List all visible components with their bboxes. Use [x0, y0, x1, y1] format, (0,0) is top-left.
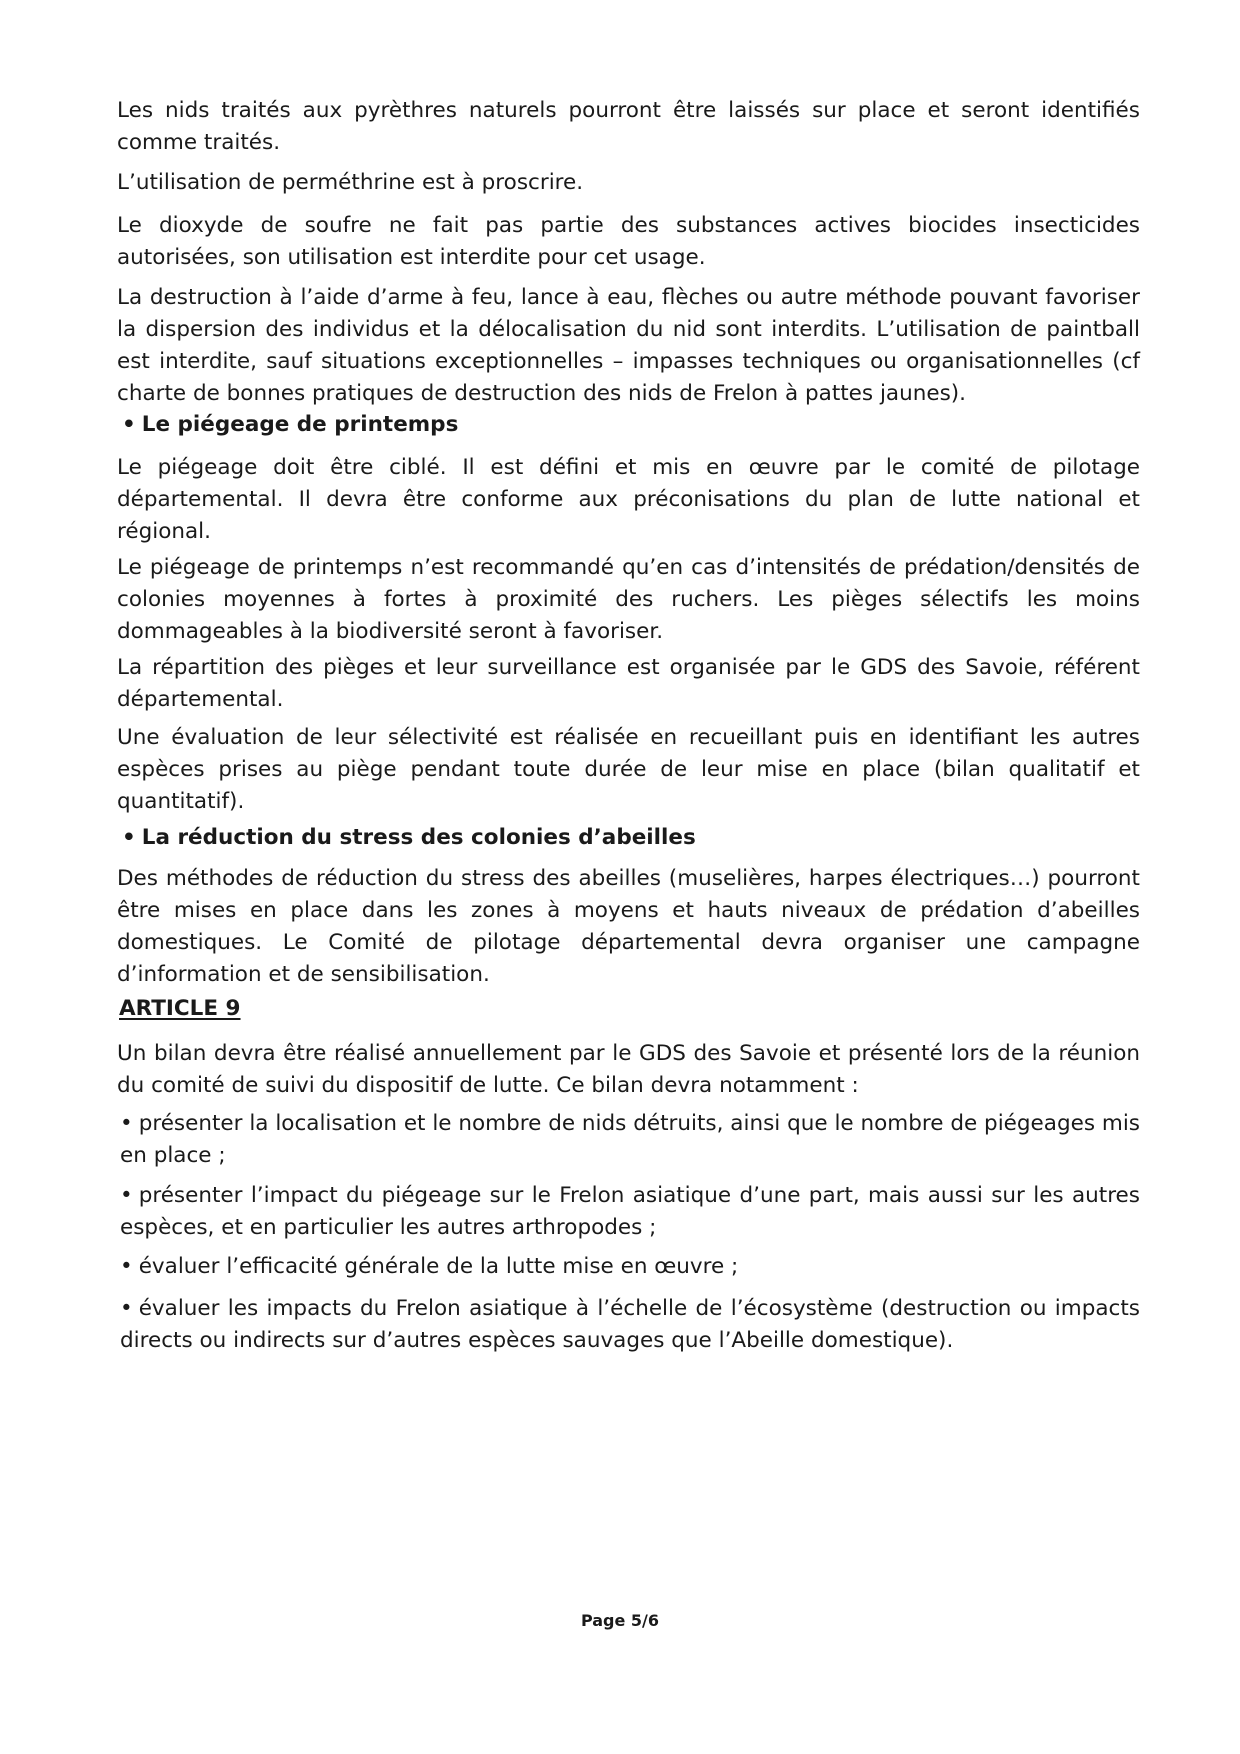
bullet-icon: •	[120, 1111, 133, 1136]
heading-spring-trapping-text: Le piégeage de printemps	[141, 412, 459, 437]
paragraph-destruction-methods: La destruction à l’aide d’arme à feu, lance à eau, flèches ou autre méthode pouvant favoriser la dispersion des individus et la délocalisation du nid sont interdits. L’utilisation de paintball est interdite, sauf situations exceptionnelles – impasses techniques ou organisationnelles (cf charte de bonnes pratiques de destruction des nids de Frelon à pattes jaunes).	[117, 285, 1140, 406]
bullet-icon: •	[122, 412, 136, 437]
list-item-text: évaluer l’efficacité générale de la lutte mise en œuvre ;	[138, 1254, 739, 1279]
paragraph-trap-distribution: La répartition des pièges et leur surveillance est organisée par le GDS des Savoie, référent départemental.	[117, 655, 1140, 712]
list-item-text: présenter l’impact du piégeage sur le Frelon asiatique d’une part, mais aussi sur les autres espèces, et en particulier les autres arthropodes ;	[120, 1183, 1140, 1240]
bullet-icon: •	[120, 1254, 133, 1279]
list-item	[120, 1293, 1140, 1357]
list-item	[120, 1108, 1140, 1172]
list-item	[120, 1180, 1140, 1244]
heading-spring-trapping	[122, 409, 458, 441]
list-item-text: évaluer les impacts du Frelon asiatique à l’échelle de l’écosystème (destruction ou impacts directs ou indirects sur d’autres espèces sauvages que l’Abeille domestique).	[120, 1296, 1140, 1353]
paragraph-targeted-trapping: Le piégeage doit être ciblé. Il est défini et mis en œuvre par le comité de pilotage départemental. Il devra être conforme aux préconisations du plan de lutte national et régional.	[117, 455, 1140, 544]
list-item-text: présenter la localisation et le nombre de nids détruits, ainsi que le nombre de piégeages mis en place ;	[120, 1111, 1140, 1168]
article-heading: ARTICLE 9	[119, 996, 241, 1021]
paragraph-selectivity-evaluation: Une évaluation de leur sélectivité est réalisée en recueillant puis en identifiant les autres espèces prises au piège pendant toute durée de leur mise en place (bilan qualitatif et quantitatif).	[117, 725, 1140, 814]
bullet-icon: •	[120, 1183, 133, 1208]
paragraph-permethrin: L’utilisation de perméthrine est à proscrire.	[117, 170, 584, 195]
paragraph-spring-trapping-recommendation: Le piégeage de printemps n’est recommandé qu’en cas d’intensités de prédation/densités de colonies moyennes à fortes à proximité des ruchers. Les pièges sélectifs les moins dommageables à la biodiversité seront à favoriser.	[117, 555, 1140, 644]
paragraph-annual-report: Un bilan devra être réalisé annuellement par le GDS des Savoie et présenté lors de la réunion du comité de suivi du dispositif de lutte. Ce bilan devra notamment :	[117, 1041, 1140, 1098]
paragraph-sulfur-dioxide: Le dioxyde de soufre ne fait pas partie des substances actives biocides insecticides autorisées, son utilisation est interdite pour cet usage.	[117, 213, 1140, 270]
heading-stress-reduction	[122, 822, 696, 854]
page-number: Page 5/6	[580, 1611, 660, 1630]
paragraph-treated-nests: Les nids traités aux pyrèthres naturels pourront être laissés sur place et seront identifiés comme traités.	[117, 98, 1140, 155]
heading-stress-reduction-text: La réduction du stress des colonies d’abeilles	[141, 825, 696, 850]
paragraph-stress-reduction-methods: Des méthodes de réduction du stress des abeilles (muselières, harpes électriques…) pourront être mises en place dans les zones à moyens et hauts niveaux de prédation d’abeilles domestiques. Le Comité de pilotage départemental devra organiser une campagne d’information et de sensibilisation.	[117, 866, 1140, 987]
bullet-icon: •	[120, 1296, 133, 1321]
bullet-icon: •	[122, 825, 136, 850]
list-item	[120, 1251, 1140, 1283]
